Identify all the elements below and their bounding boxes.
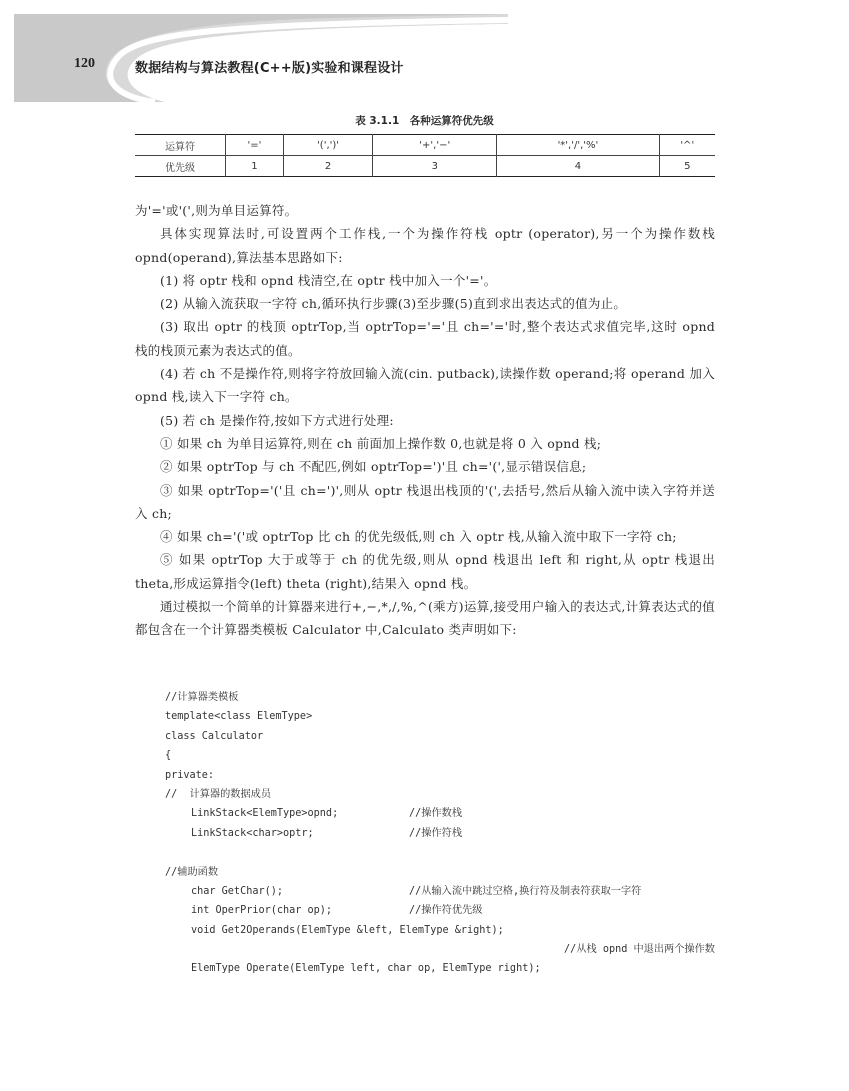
code-line: [165, 804, 725, 823]
code-line: {: [165, 750, 172, 762]
table-cell: 2: [283, 156, 372, 177]
code-line: void Get2Operands(ElemType &left, ElemType &right);: [191, 924, 504, 936]
code-line: [165, 824, 725, 843]
code-line: [165, 901, 725, 920]
paragraph: 为'='或'(',则为单目运算符。: [135, 203, 298, 218]
page-number: 120: [74, 56, 95, 71]
code-line: //计算器类模板: [165, 692, 239, 703]
code-line: //辅助函数: [165, 866, 219, 878]
paragraph: ⑤ 如果 optrTop 大于或等于 ch 的优先级,则从 opnd 栈退出 left 和 right,从 optr 栈退出 theta,形成运算指令(left) theta (right),结果入 opnd 栈。: [135, 552, 715, 591]
table-cell: 5: [659, 156, 715, 177]
code-comment: //操作符优先级: [409, 905, 483, 917]
code-comment: //操作符栈: [409, 827, 463, 839]
table-caption: 表 3.1.1 各种运算符优先级: [355, 115, 494, 127]
table-row: [135, 135, 715, 156]
priority-table: [135, 134, 715, 177]
table-row: [135, 156, 715, 177]
paragraph: ④ 如果 ch='('或 optrTop 比 ch 的优先级低,则 ch 入 optr 栈,从输入流中取下一字符 ch;: [160, 529, 677, 545]
code-text: int OperPrior(char op);: [191, 905, 333, 917]
paragraph: 具体实现算法时,可设置两个工作栈,一个为操作符栈 optr (operator),另一个为操作数栈 opnd(operand),算法基本思路如下:: [135, 226, 715, 265]
code-comment: //从栈 opnd 中退出两个操作数: [564, 944, 715, 956]
body-text: [135, 199, 715, 642]
code-text: char GetChar();: [191, 885, 284, 897]
table-cell: 1: [226, 156, 284, 177]
paragraph: (4) 若 ch 不是操作符,则将字符放回输入流(cin. putback),读操作数 operand;将 operand 加入 opnd 栈,读入下一字符 ch。: [135, 366, 715, 405]
paragraph: (1) 将 optr 栈和 opnd 栈清空,在 optr 栈中加入一个'='。: [160, 272, 497, 288]
code-comment: //从输入流中跳过空格,换行符及制表符获取一字符: [409, 885, 642, 897]
header-band: [0, 0, 849, 110]
table-cell: '*','/','%': [497, 135, 659, 156]
paragraph: (5) 若 ch 是操作符,按如下方式进行处理:: [160, 412, 394, 428]
paragraph: 通过模拟一个简单的计算器来进行+,−,*,/,%,^(乘方)运算,接受用户输入的表达式,计算表达式的值都包含在一个计算器类模板 Calculator 中,Calculato 类声明如下:: [135, 599, 715, 638]
code-line: // 计算器的数据成员: [165, 788, 272, 800]
table-cell: 3: [373, 156, 497, 177]
code-text: LinkStack<ElemType>opnd;: [191, 808, 339, 820]
code-line: class Calculator: [165, 730, 264, 742]
paragraph: ① 如果 ch 为单目运算符,则在 ch 前面加上操作数 0,也就是将 0 入 opnd 栈;: [160, 435, 602, 451]
running-title: 数据结构与算法教程(C++版)实验和课程设计: [135, 61, 404, 76]
table-cell: '^': [659, 135, 715, 156]
paragraph: ③ 如果 optrTop='('且 ch=')',则从 optr 栈退出栈顶的'(',去括号,然后从输入流中读入字符并送入 ch;: [135, 482, 715, 521]
code-line: template<class ElemType>: [165, 711, 313, 723]
code-line: private:: [165, 769, 215, 781]
table-cell: '(',')': [283, 135, 372, 156]
code-line: [165, 882, 725, 901]
table-cell: 4: [497, 156, 659, 177]
code-line: ElemType Operate(ElemType left, char op, ElemType right);: [191, 963, 541, 975]
table-cell: '=': [226, 135, 284, 156]
code-comment: //操作数栈: [409, 808, 463, 820]
table-cell: 优先级: [165, 162, 195, 174]
paragraph: ② 如果 optrTop 与 ch 不配匹,例如 optrTop=')'且 ch='(',显示错误信息;: [160, 459, 587, 475]
code-block: [165, 688, 725, 979]
table-cell: '+','−': [373, 135, 497, 156]
paragraph: (3) 取出 optr 的栈顶 optrTop,当 optrTop='='且 ch='='时,整个表达式求值完毕,这时 opnd 栈的栈顶元素为表达式的值。: [135, 319, 715, 358]
table-cell: 运算符: [135, 135, 226, 156]
paragraph: (2) 从输入流获取一字符 ch,循环执行步骤(3)至步骤(5)直到求出表达式的值为止。: [160, 296, 627, 312]
code-text: LinkStack<char>optr;: [191, 827, 314, 839]
